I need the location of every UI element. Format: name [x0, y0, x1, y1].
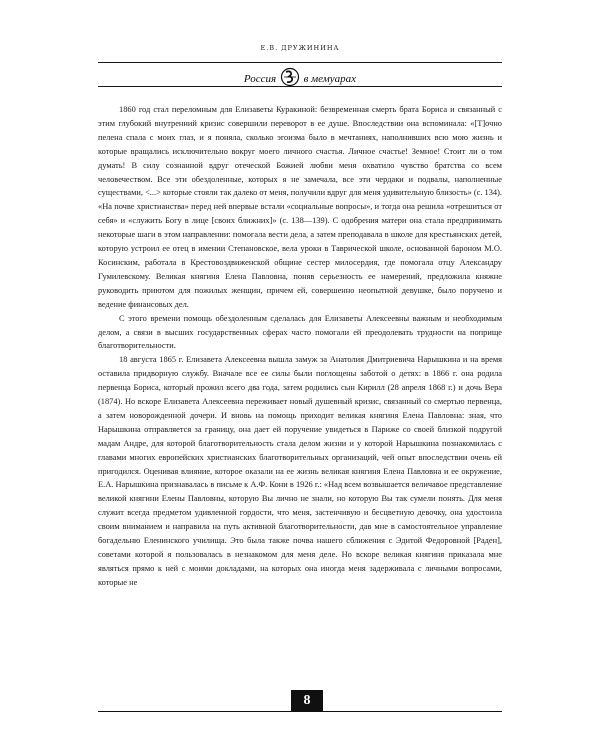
page-number: 8 — [303, 693, 311, 708]
main-text — [98, 103, 502, 688]
paragraph-1: 1860 год стал переломным для Елизаветы Куракиной: безвременная смерть брата Бориса и связанный с этим глубокий внутренний кризис совершили переворот в ее душе. Впоследствии она вспоминала: «[Т]очно пелена спала с моих глаз, и я поняла, сколько эгоизма было в мечтаниях, наполнивших всю мою жизнь и которые вращались исключительно вокруг моего личного счастья. Личное счастье! Земное! Стоит ли о том думать! В силу сознанной вдруг отеческой Божией любви меня охватило чувство братства со всем человечеством. Все эти обездоленные, которых я не замечала, все эти чердаки и подвалы, наполненные существами, <...> которые стояли так далеко от меня, получили вдруг для меня удивительную близость» (с. 134). «На почве христианства» перед ней впервые встали «социальные вопросы», и тогда она решила «отрешиться от себя» и «служить Богу в лице [своих ближних]» (с. 138—139). С одобрения матери она стала предпринимать некоторые шаги в этом направлении: помогала вести дела, а затем преподавала в школе для крестьянских детей, которую устроил ее отец в имении Степановское, вела уроки в Таврической школе, основанной бароном М.О. Косинским, работала в Крестовоздвиженской общине сестер милосердия, где помогала отцу Александру Гумилевскому. Великая княгиня Елена Павловна, поняв серьезность ее намерений, предложила княжне руководить приютом для пожилых женщин, причем ей, совершенно неопытной девушке, было поручено и ведение финансовых дел. — [98, 105, 502, 309]
paragraph-3: 18 августа 1865 г. Елизавета Алексеевна вышла замуж за Анатолия Дмитриевича Нарышкина и на время оставила придворную службу. Вначале все ее силы были поглощены заботой о детях: в 1866 г. она родила первенца Бориса, который прожил всего два года, затем родились сын Кирилл (28 апреля 1868 г.) и дочь Вера (1874). Но вскоре Елизавета Алексеевна переживает новый душевный кризис, связанный со смертью первенца, а затем новорожденной дочери. И вновь на помощь приходит великая княгиня Елена Павловна: зная, что Нарышкина отправляется за границу, она дает ей поручение увидеться в Париже со своей близкой подругой мадам Андре, для которой благотворительность стала делом жизни и у которой Нарышкина познакомилась с главами многих европейских христианских благотворительных организаций, чей опыт впоследствии очень ей пригодился. Оценивая влияние, которое оказали на ее жизнь великая княгиня Елена Павловна и ее окружение, Е.А. Нарышкина признавалась в письме к А.Ф. Кони в 1926 г.: «Над всем возвышается величавое представление великой княгини Елены Павловны, которую Вы лично не знали, но которую Вы так сумели понять. Для меня служит всегда предметом удивленной гордости, что меня, застенчивую и бесцветную девочку, она удостоила своим вниманием и направила на путь активной благотворительности, дав мне в самостоятельное управление богадельню Еленинского училища. Это была также почва нашего сближения с Эдитой Федоровной [Раден], советами которой я пользовалась в незнакомом для меня деле. Но вскоре великая княгиня приказала мне являться прямо к ней с моими докладами, на которых она иногда меня задерживала с личными вопросами, которые не — [98, 355, 502, 587]
running-head-author: Е.В. ДРУЖИНИНА — [260, 44, 340, 52]
header-rule-top — [98, 62, 502, 63]
header-rule-bottom — [98, 86, 502, 87]
paragraph-2: С этого времени помощь обездоленным сделалась для Елизаветы Алексеевны важным и необходимым делом, а связи в высших государственных сферах часто помогали ей преодолевать трудности на поприще благотворительности. — [98, 313, 502, 351]
series-title-right: в мемуарах — [303, 73, 357, 85]
series-title-left: Россия — [243, 73, 277, 85]
page-number-box — [291, 690, 323, 712]
